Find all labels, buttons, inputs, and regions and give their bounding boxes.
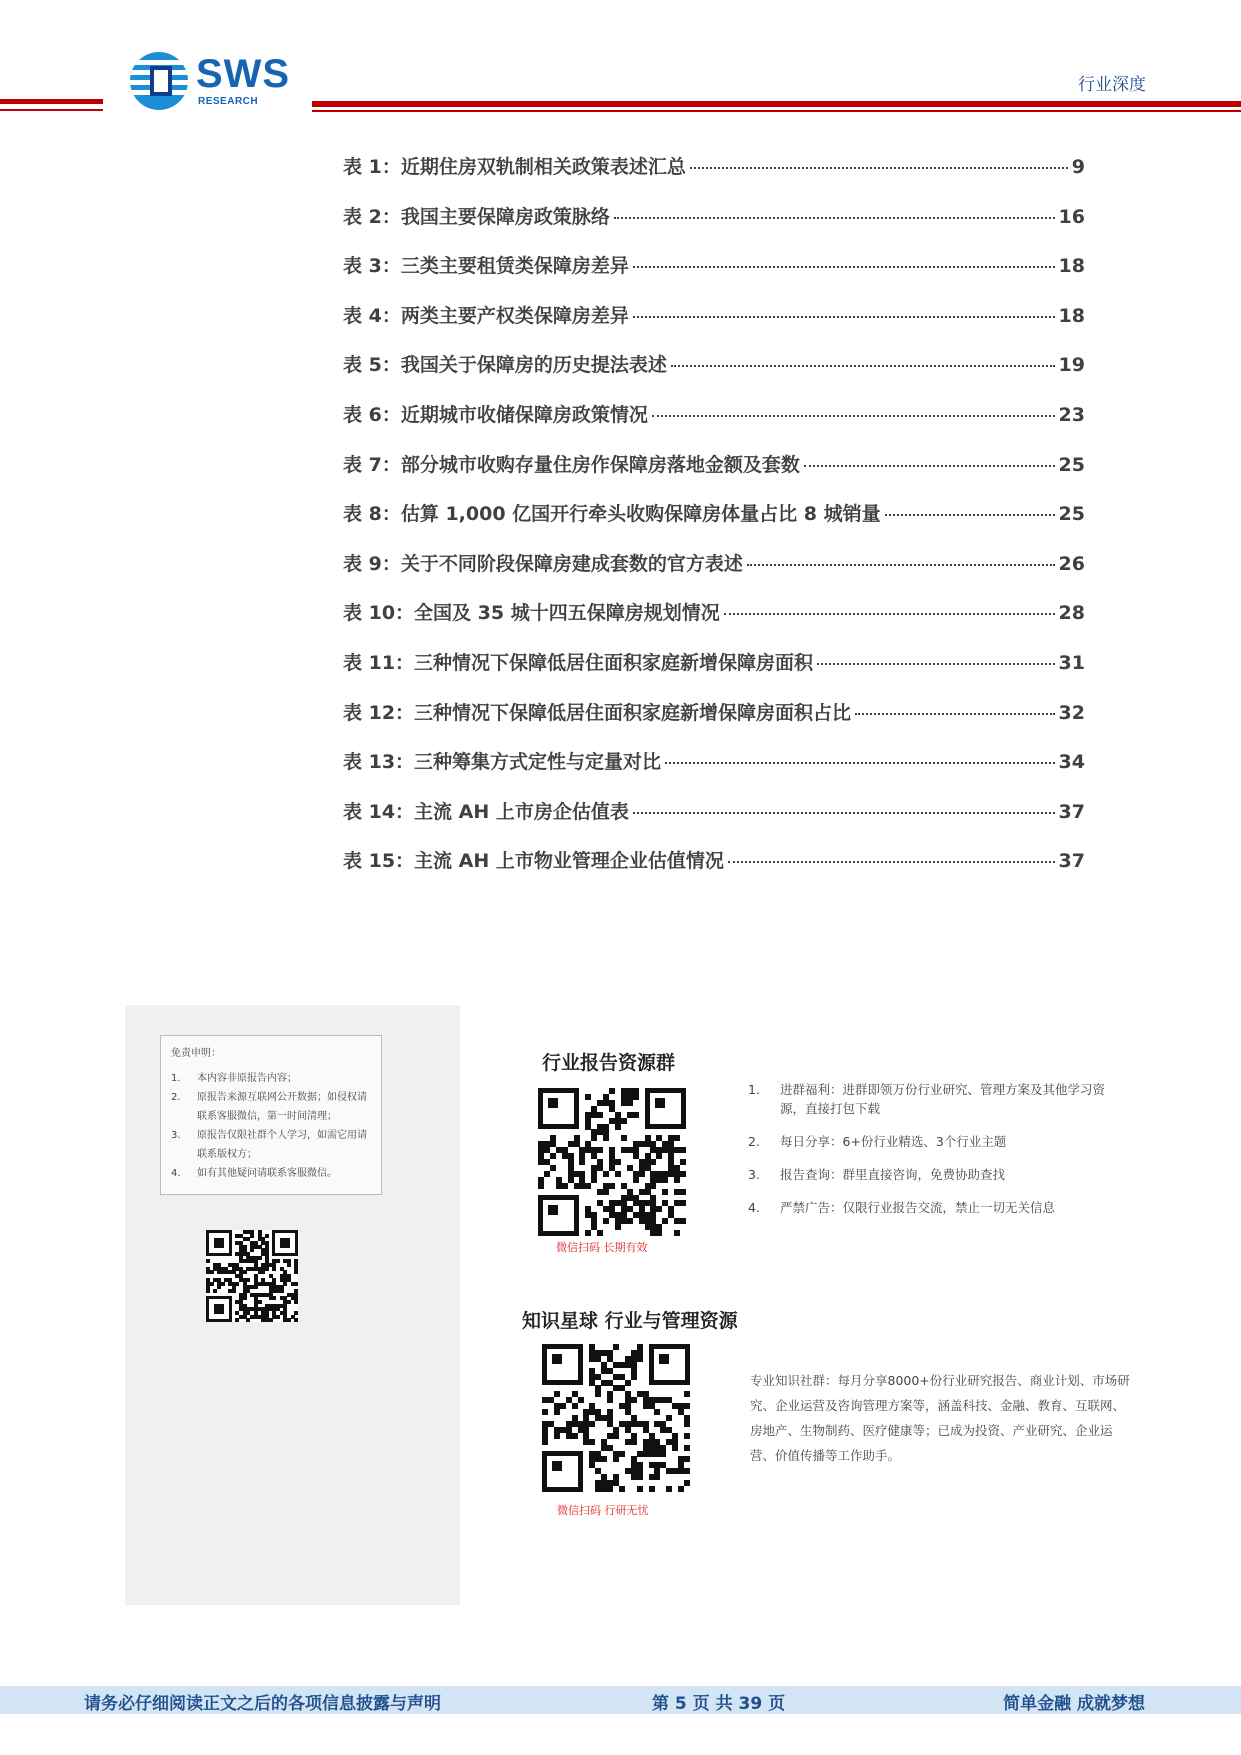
toc-entry-page: 32 <box>1058 701 1085 724</box>
group-benefits-list <box>748 1080 1108 1231</box>
toc-entry-title: 表 10：全国及 35 城十四五保障房规划情况 <box>343 602 720 625</box>
disclaimer-item: 4. 如有其他疑问请联系客服微信。 <box>171 1168 337 1179</box>
sws-logo <box>130 52 290 114</box>
toc-entry[interactable] <box>343 648 1085 698</box>
toc-entry-page: 23 <box>1058 403 1085 426</box>
toc-entry[interactable] <box>343 301 1085 351</box>
footer-disclaimer: 请务必仔细阅读正文之后的各项信息披露与声明 <box>84 1694 441 1714</box>
page-footer <box>0 1686 1241 1714</box>
toc-entry-title: 表 15：主流 AH 上市物业管理企业估值情况 <box>343 850 724 873</box>
toc-entry-title: 表 11：三种情况下保障低居住面积家庭新增保障房面积 <box>343 651 814 674</box>
toc-leader-dots <box>633 316 1055 318</box>
toc-entry-title: 表 14：主流 AH 上市房企估值表 <box>343 800 629 823</box>
toc-entry-page: 19 <box>1058 354 1085 377</box>
toc-leader-dots <box>614 217 1055 219</box>
toc-entry-page: 25 <box>1058 453 1085 476</box>
disclaimer-title: 免责申明： <box>171 1048 221 1059</box>
toc-leader-dots <box>633 266 1055 268</box>
toc-entry-title: 表 9：关于不同阶段保障房建成套数的官方表述 <box>343 552 743 575</box>
toc-entry[interactable] <box>343 797 1085 847</box>
qr-code-small[interactable] <box>206 1230 298 1322</box>
toc-entry-title: 表 3：三类主要租赁类保障房差异 <box>343 255 629 278</box>
benefit-item: 2. 每日分享：6+份行业精选、3个行业主题 <box>748 1134 1007 1149</box>
toc-entry-title: 表 13：三种筹集方式定性与定量对比 <box>343 751 662 774</box>
toc-entry-title: 表 7：部分城市收购存量住房作保障房落地金额及套数 <box>343 453 800 476</box>
toc-entry[interactable] <box>343 846 1085 896</box>
header-rule <box>312 101 1241 107</box>
toc-entry[interactable] <box>343 152 1085 202</box>
toc-leader-dots <box>817 663 1054 665</box>
qr-finder-icon <box>538 1195 579 1236</box>
toc-entry-page: 18 <box>1058 255 1085 278</box>
footer-slogan: 简单金融 成就梦想 <box>1003 1694 1145 1714</box>
toc-entry-page: 37 <box>1058 800 1085 823</box>
planet-description: 专业知识社群：每月分享8000+份行业研究报告、商业计划、市场研究、企业运营及咨询管理方案等，涵盖科技、金融、教育、互联网、房地产、生物制药、医疗健康等；已成为投资、产业研究、企业运营、价值传播等工作助手。 <box>750 1373 1130 1463</box>
qr-finder-icon <box>649 1344 690 1385</box>
toc-entry-page: 31 <box>1058 651 1085 674</box>
toc-leader-dots <box>855 713 1054 715</box>
qr-finder-icon <box>542 1451 583 1492</box>
toc-leader-dots <box>671 365 1055 367</box>
toc-entry[interactable] <box>343 400 1085 450</box>
logo-mark-icon <box>130 52 188 110</box>
toc-leader-dots <box>690 167 1068 169</box>
toc-leader-dots <box>665 762 1054 764</box>
toc-leader-dots <box>652 415 1055 417</box>
header-rule <box>312 110 1241 112</box>
qr-code-planet[interactable] <box>542 1344 690 1492</box>
toc-leader-dots <box>724 613 1055 615</box>
toc-entry[interactable] <box>343 598 1085 648</box>
toc-entry-title: 表 2：我国主要保障房政策脉络 <box>343 205 610 228</box>
disclaimer-box <box>160 1035 382 1195</box>
toc-entry-title: 表 8：估算 1,000 亿国开行牵头收购保障房体量占比 8 城销量 <box>343 503 881 526</box>
toc-entry-page: 18 <box>1058 304 1085 327</box>
planet-qr-caption: 微信扫码 行研无忧 <box>557 1504 649 1517</box>
toc-entry-page: 26 <box>1058 552 1085 575</box>
toc-entry-page: 9 <box>1071 156 1085 178</box>
toc-entry[interactable] <box>343 499 1085 549</box>
toc-entry[interactable] <box>343 251 1085 301</box>
toc-leader-dots <box>728 861 1055 863</box>
toc-entry-title: 表 12：三种情况下保障低居住面积家庭新增保障房面积占比 <box>343 701 852 724</box>
toc-leader-dots <box>804 465 1055 467</box>
page-number: 第 5 页 共 39 页 <box>652 1694 786 1714</box>
toc-entry[interactable] <box>343 350 1085 400</box>
qr-finder-icon <box>538 1088 579 1129</box>
toc-entry[interactable] <box>343 698 1085 748</box>
toc-leader-dots <box>885 514 1055 516</box>
header-rule <box>0 109 103 111</box>
benefit-item: 4. 严禁广告：仅限行业报告交流，禁止一切无关信息 <box>748 1200 1056 1215</box>
disclaimer-item: 3. 原报告仅限社群个人学习，如需它用请联系版权方； <box>171 1130 367 1160</box>
qr-finder-icon <box>206 1296 232 1322</box>
toc-entry-page: 28 <box>1058 602 1085 625</box>
toc-entry-page: 25 <box>1058 503 1085 526</box>
toc-entry-title: 表 1：近期住房双轨制相关政策表述汇总 <box>343 156 686 178</box>
benefit-item: 3. 报告查询：群里直接咨询，免费协助查找 <box>748 1167 1006 1182</box>
logo-subtext: RESEARCH <box>198 96 259 107</box>
toc-entry-title: 表 6：近期城市收储保障房政策情况 <box>343 403 648 426</box>
header-rule <box>0 99 103 104</box>
qr-finder-icon <box>542 1344 583 1385</box>
table-of-contents <box>343 152 1085 896</box>
toc-leader-dots <box>747 564 1055 566</box>
toc-entry[interactable] <box>343 202 1085 252</box>
logo-text: SWS <box>196 52 291 96</box>
group-qr-caption: 微信扫码 长期有效 <box>556 1241 648 1254</box>
planet-title: 知识星球 行业与管理资源 <box>522 1310 738 1332</box>
disclaimer-item: 2. 原报告来源互联网公开数据；如侵权请联系客服微信，第一时间清理； <box>171 1092 367 1122</box>
report-type-label: 行业深度 <box>1078 75 1146 95</box>
page-header <box>0 0 1241 125</box>
toc-entry-title: 表 5：我国关于保障房的历史提法表述 <box>343 354 667 377</box>
qr-finder-icon <box>206 1230 232 1256</box>
benefit-item: 1. 进群福利：进群即领万份行业研究、管理方案及其他学习资源，直接打包下载 <box>748 1082 1106 1116</box>
disclaimer-item: 1. 本内容非原报告内容； <box>171 1073 297 1084</box>
group-title: 行业报告资源群 <box>542 1052 676 1074</box>
toc-entry[interactable] <box>343 747 1085 797</box>
qr-finder-icon <box>272 1230 298 1256</box>
toc-entry-page: 34 <box>1058 751 1085 774</box>
toc-entry[interactable] <box>343 450 1085 500</box>
toc-entry-page: 16 <box>1058 205 1085 228</box>
toc-entry-page: 37 <box>1058 850 1085 873</box>
toc-entry[interactable] <box>343 549 1085 599</box>
qr-code-group[interactable] <box>538 1088 686 1236</box>
toc-leader-dots <box>633 812 1055 814</box>
toc-entry-title: 表 4：两类主要产权类保障房差异 <box>343 304 629 327</box>
qr-finder-icon <box>645 1088 686 1129</box>
